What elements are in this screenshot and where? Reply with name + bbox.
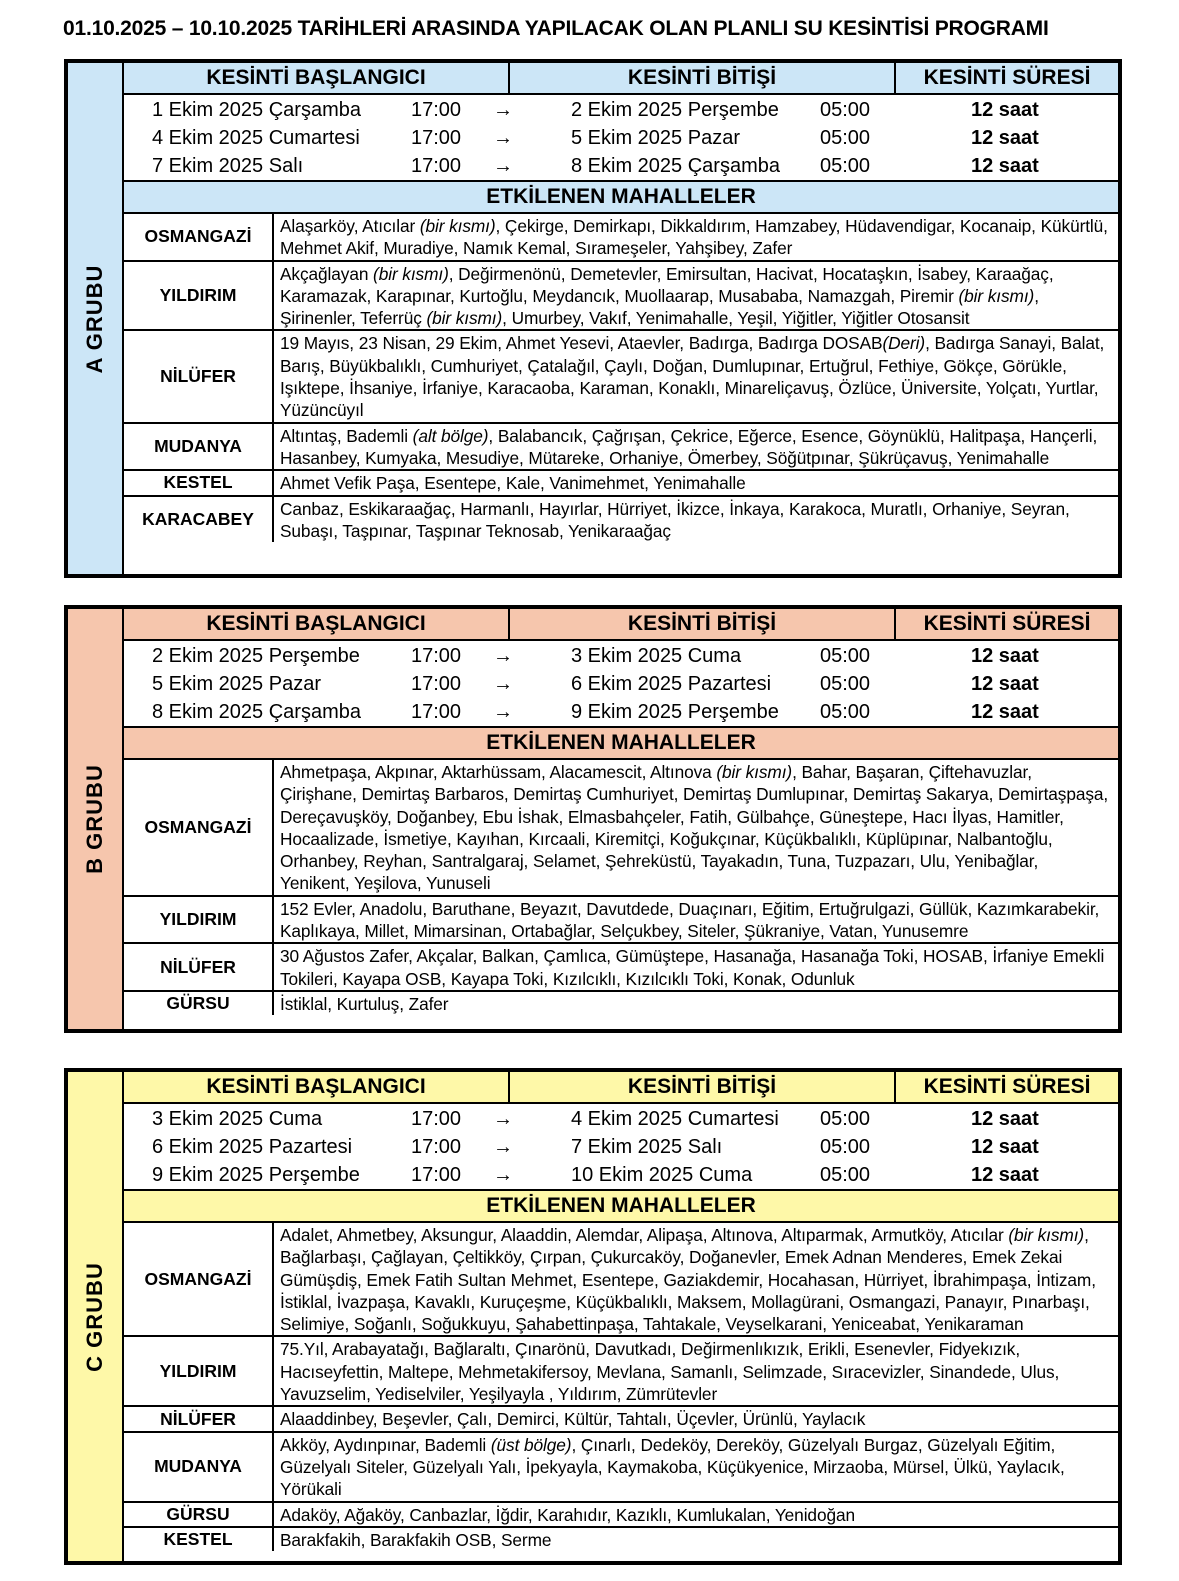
group-b-label: B GRUBU — [68, 609, 124, 1029]
district-row — [124, 992, 1118, 1015]
affected-header: ETKİLENEN MAHALLELER — [124, 182, 1118, 214]
group-a-label: A GRUBU — [68, 63, 124, 574]
district-name: KARACABEY — [124, 497, 274, 543]
district-row — [124, 1407, 1118, 1432]
start-time: 17:00 — [411, 645, 462, 667]
group-a-table — [64, 59, 1122, 578]
neighborhood-list: Alaaddinbey, Beşevler, Çalı, Demirci, Kültür, Tahtalı, Üçevler, Ürünlü, Yaylacık — [280, 1409, 866, 1430]
end-date: 9 Ekim 2025 Perşembe — [571, 701, 779, 723]
district-name: GÜRSU — [124, 992, 274, 1015]
neighborhood-list: Ahmetpaşa, Akpınar, Aktarhüssam, Alacamescit, Altınova (bir kısmı), Bahar, Başaran, Çiftehavuzlar, Çirişhane, Demirtaş Barbaros, Demirtaş Cumhuriyet, Demirtaş Dumlupınar, Demirtaş Sakarya, Demirtaşpaşa, Dereçavuşköy, Doğanbey, Ebu İshak, Elmasbahçeler, Fatih, Gülbahçe, Güneştepe, Hacı İlyas, Hamitler, Hocaalizade, İsmetiye, Kayıhan, Kırcaali, Kiremitçi, Koğukçınar, Küçükbalıklı, Küplüpınar, Nalbantoğlu, Orhanbey, Reyhan, Santralgaraj, Selamet, Şehreküstü, Tayakadın, Tuna, Tuzpazarı, Ulu, Yenibağlar, Yenikent, Yeşilova, Yunuseli — [280, 762, 1109, 894]
schedule-row — [124, 96, 1118, 124]
end-time: 05:00 — [820, 645, 871, 667]
end-time: 05:00 — [820, 1136, 871, 1158]
schedule-rows — [124, 641, 1118, 728]
district-name: OSMANGAZİ — [124, 1223, 274, 1335]
schedule-header — [124, 63, 1118, 95]
district-name: GÜRSU — [124, 1503, 274, 1526]
district-name: MUDANYA — [124, 424, 274, 470]
duration: 12 saat — [971, 155, 1039, 177]
district-row — [124, 331, 1118, 423]
end-time: 05:00 — [820, 673, 871, 695]
start-header: KESİNTİ BAŞLANGICI — [124, 63, 510, 93]
district-name: KESTEL — [124, 1528, 274, 1551]
duration-header: KESİNTİ SÜRESİ — [923, 612, 1091, 635]
start-time: 17:00 — [411, 99, 462, 121]
start-time: 17:00 — [411, 701, 462, 723]
arrow-icon: → — [493, 1108, 513, 1130]
arrow-icon: → — [493, 155, 513, 177]
schedule-row — [124, 124, 1118, 152]
district-row — [124, 1223, 1118, 1337]
neighborhood-list: Alaşarköy, Atıcılar (bir kısmı), Çekirge, Demirkapı, Dikkaldırım, Hamzabey, Hüdavendigar, Kocanaip, Kükürtlü, Mehmet Akif, Muradiye, Namık Kemal, Sırameşeler, Yahşibey, Zafer — [280, 216, 1108, 259]
end-time: 05:00 — [820, 155, 871, 177]
district-row — [124, 1503, 1118, 1528]
schedule-rows — [124, 1104, 1118, 1191]
district-name: NİLÜFER — [124, 1407, 274, 1430]
district-row — [124, 1528, 1118, 1551]
start-date: 2 Ekim 2025 Perşembe — [152, 645, 360, 667]
affected-header: ETKİLENEN MAHALLELER — [124, 1191, 1118, 1223]
end-date: 2 Ekim 2025 Perşembe — [571, 99, 779, 121]
end-date: 10 Ekim 2025 Cuma — [571, 1164, 753, 1186]
start-date: 8 Ekim 2025 Çarşamba — [152, 701, 361, 723]
start-time: 17:00 — [411, 673, 462, 695]
district-name: YILDIRIM — [124, 1337, 274, 1405]
neighborhood-list: Ahmet Vefik Paşa, Esentepe, Kale, Vanimehmet, Yenimahalle — [280, 473, 746, 494]
schedule-row — [124, 1161, 1118, 1189]
duration: 12 saat — [971, 673, 1039, 695]
neighborhood-list: 75.Yıl, Arabayatağı, Bağlaraltı, Çınarönü, Davutkadı, Değirmenlıkızık, Erikli, Esenevler, Fidyekızık, Hacıseyfettin, Maltepe, Mehmetakifersoy, Mevlana, Samanlı, Selimzade, Sıracevizler, Sinandede, Ulus, Yavuzselim, Yediselviler, Yeşilyayla , Yıldırım, Zümrütevler — [280, 1339, 1060, 1405]
district-name: NİLÜFER — [124, 331, 274, 421]
duration-header: KESİNTİ SÜRESİ — [923, 66, 1091, 89]
district-name: OSMANGAZİ — [124, 760, 274, 895]
end-date: 8 Ekim 2025 Çarşamba — [571, 155, 780, 177]
district-name: YILDIRIM — [124, 262, 274, 330]
start-date: 9 Ekim 2025 Perşembe — [152, 1164, 360, 1186]
page-title: 01.10.2025 – 10.10.2025 TARİHLERİ ARASINDA YAPILACAK OLAN PLANLI SU KESİNTİSİ PROGRAMI — [63, 17, 1049, 40]
neighborhood-list: Canbaz, Eskikaraağaç, Harmanlı, Hayırlar, Hürriyet, İkizce, İnkaya, Karakoca, Muratlı, Orhaniye, Seyran, Subaşı, Taşpınar, Taşpınar Teknosab, Yenikaraağaç — [280, 498, 1070, 541]
end-time: 05:00 — [820, 701, 871, 723]
schedule-row — [124, 670, 1118, 698]
arrow-icon: → — [493, 127, 513, 149]
start-time: 17:00 — [411, 1108, 462, 1130]
district-name: YILDIRIM — [124, 897, 274, 943]
start-time: 17:00 — [411, 1164, 462, 1186]
schedule-header — [124, 609, 1118, 641]
district-row — [124, 1433, 1118, 1503]
duration: 12 saat — [971, 127, 1039, 149]
district-name: NİLÜFER — [124, 944, 274, 990]
arrow-icon: → — [493, 701, 513, 723]
start-header: KESİNTİ BAŞLANGICI — [124, 609, 510, 639]
neighborhood-list: 152 Evler, Anadolu, Baruthane, Beyazıt, Davutdede, Duaçınarı, Eğitim, Ertuğrulgazi, Güllük, Kazımkarabekir, Kaplıkaya, Millet, Mimarsinan, Ortabağlar, Selçukbey, Siteler, Şükraniye, Vatan, Yunusemre — [280, 898, 1100, 942]
duration: 12 saat — [971, 701, 1039, 723]
end-date: 6 Ekim 2025 Pazartesi — [571, 673, 772, 695]
district-row — [124, 897, 1118, 945]
neighborhood-list: Barakfakih, Barakfakih OSB, Serme — [280, 1529, 552, 1550]
neighborhood-list: Altıntaş, Bademli (alt bölge), Balabancık, Çağrışan, Çekrice, Eğerce, Esence, Göynüklü, Halitpaşa, Hançerli, Hasanbey, Kumyaka, Mesudiye, Mütareke, Orhaniye, Ömerbey, Söğütpınar, Şükrüçavuş, Yenimahalle — [280, 425, 1098, 468]
start-time: 17:00 — [411, 127, 462, 149]
end-header: KESİNTİ BİTİŞİ — [510, 63, 896, 93]
schedule-header — [124, 1072, 1118, 1104]
start-date: 6 Ekim 2025 Pazartesi — [152, 1136, 353, 1158]
schedule-rows — [124, 95, 1118, 182]
duration: 12 saat — [971, 1164, 1039, 1186]
district-row — [124, 760, 1118, 897]
district-name: MUDANYA — [124, 1433, 274, 1501]
duration: 12 saat — [971, 1136, 1039, 1158]
schedule-row — [124, 152, 1118, 180]
neighborhood-list: Adalet, Ahmetbey, Aksungur, Alaaddin, Alemdar, Alipaşa, Altınova, Altıparmak, Armutköy, Atıcılar (bir kısmı), Bağlarbaşı, Çağlayan, Çeltikköy, Çırpan, Çukurcaköy, Doğanevler, Emek Adnan Menderes, Emek Zekai Gümüşdiş, Emek Fatih Sultan Mehmet, Esentepe, Gaziakdemir, Hocahasan, Hürriyet, İbrahimpaşa, İntizam, İstiklal, İvazpaşa, Kavaklı, Kuruçeşme, Küçükbalıklı, Maksem, Mollagürani, Osmangazi, Panayır, Pınarbaşı, Selimiye, Soğanlı, Soğukkuyu, Şahabettinpaşa, Tahtakale, Veyselkarani, Yeniceabat, Yenikaraman — [280, 1225, 1096, 1335]
end-time: 05:00 — [820, 127, 871, 149]
duration: 12 saat — [971, 99, 1039, 121]
district-row — [124, 424, 1118, 472]
district-row — [124, 944, 1118, 992]
end-date: 4 Ekim 2025 Cumartesi — [571, 1108, 779, 1130]
start-date: 1 Ekim 2025 Çarşamba — [152, 99, 361, 121]
neighborhood-list: Akçağlayan (bir kısmı), Değirmenönü, Demetevler, Emirsultan, Hacivat, Hocataşkın, İsabey, Karaağaç, Karamazak, Karapınar, Kurtoğlu, Meydancık, Muollaarap, Musababa, Namazgah, Piremir (bir kısmı), Şirinenler, Teferrüç (bir kısmı), Umurbey, Vakıf, Yenimahalle, Yeşil, Yiğitler, Yiğitler Otosansit — [280, 263, 1054, 329]
district-row — [124, 497, 1118, 543]
affected-header: ETKİLENEN MAHALLELER — [124, 728, 1118, 760]
arrow-icon: → — [493, 99, 513, 121]
end-header: KESİNTİ BİTİŞİ — [510, 609, 896, 639]
start-date: 4 Ekim 2025 Cumartesi — [152, 127, 360, 149]
neighborhood-list: 30 Ağustos Zafer, Akçalar, Balkan, Çamlıca, Gümüştepe, Hasanağa, Hasanağa Toki, HOSAB, İrfaniye Emekli Tokileri, Kayapa OSB, Kayapa Toki, Kızılcıklı, Kızılcıklı Toki, Konak, Odunluk — [280, 946, 1105, 989]
arrow-icon: → — [493, 1136, 513, 1158]
district-row — [124, 1337, 1118, 1407]
neighborhood-list: Akköy, Aydınpınar, Bademli (üst bölge), Çınarlı, Dedeköy, Dereköy, Güzelyalı Burgaz, Güzelyalı Eğitim, Güzelyalı Siteler, Güzelyalı Yalı, İpekyayla, Kaymakoba, Küçükyenice, Mirzaoba, Mürsel, Ülkü, Yaylacık, Yörükali — [280, 1434, 1065, 1500]
end-time: 05:00 — [820, 1164, 871, 1186]
district-list — [124, 214, 1118, 542]
start-date: 3 Ekim 2025 Cuma — [152, 1108, 323, 1130]
end-time: 05:00 — [820, 99, 871, 121]
district-row — [124, 262, 1118, 332]
schedule-row — [124, 642, 1118, 670]
start-time: 17:00 — [411, 155, 462, 177]
start-date: 5 Ekim 2025 Pazar — [152, 673, 321, 695]
district-row — [124, 214, 1118, 262]
end-header: KESİNTİ BİTİŞİ — [510, 1072, 896, 1102]
district-row — [124, 471, 1118, 496]
arrow-icon: → — [493, 673, 513, 695]
group-c-label: C GRUBU — [68, 1072, 124, 1561]
end-date: 3 Ekim 2025 Cuma — [571, 645, 742, 667]
schedule-row — [124, 698, 1118, 726]
start-date: 7 Ekim 2025 Salı — [152, 155, 304, 177]
arrow-icon: → — [493, 645, 513, 667]
group-c-table — [64, 1068, 1122, 1565]
district-list — [124, 760, 1118, 1015]
duration-header: KESİNTİ SÜRESİ — [923, 1075, 1091, 1098]
start-header: KESİNTİ BAŞLANGICI — [124, 1072, 510, 1102]
neighborhood-list: 19 Mayıs, 23 Nisan, 29 Ekim, Ahmet Yesevi, Ataevler, Badırga, Badırga DOSAB(Deri), Badırga Sanayi, Balat, Barış, Büyükbalıklı, Cumhuriyet, Çatalağıl, Çaylı, Doğan, Dumlupınar, Ertuğrul, Fethiye, Gökçe, Görükle, Işıktepe, İhsaniye, İrfaniye, Karacaoba, Karaman, Konaklı, Minareliçavuş, Özlüce, Üniversite, Yolçatı, Yurtlar, Yüzüncüyıl — [280, 333, 1105, 421]
schedule-row — [124, 1133, 1118, 1161]
arrow-icon: → — [493, 1164, 513, 1186]
group-b-table — [64, 605, 1122, 1033]
duration: 12 saat — [971, 645, 1039, 667]
schedule-row — [124, 1105, 1118, 1133]
end-date: 5 Ekim 2025 Pazar — [571, 127, 740, 149]
district-name: OSMANGAZİ — [124, 214, 274, 260]
duration: 12 saat — [971, 1108, 1039, 1130]
neighborhood-list: İstiklal, Kurtuluş, Zafer — [280, 993, 449, 1014]
end-date: 7 Ekim 2025 Salı — [571, 1136, 723, 1158]
district-list — [124, 1223, 1118, 1551]
neighborhood-list: Adaköy, Ağaköy, Canbazlar, İğdir, Karahıdır, Kazıklı, Kumlukalan, Yenidoğan — [280, 1504, 855, 1525]
start-time: 17:00 — [411, 1136, 462, 1158]
end-time: 05:00 — [820, 1108, 871, 1130]
district-name: KESTEL — [124, 471, 274, 494]
